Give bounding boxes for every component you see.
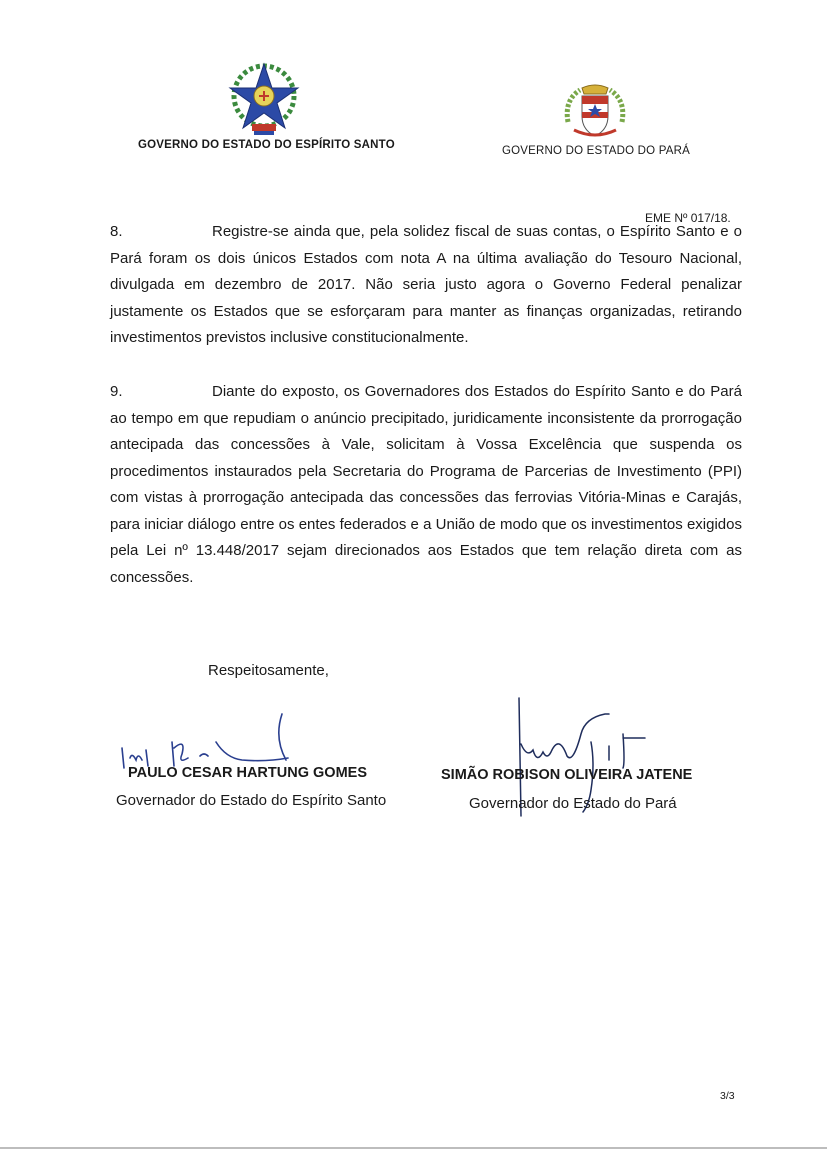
signatory-role: Governador do Estado do Espírito Santo	[116, 792, 387, 809]
espirito-santo-coat-of-arms-icon	[226, 58, 302, 138]
paragraph-9	[110, 379, 742, 591]
signatory-role: Governador do Estado do Pará	[469, 795, 677, 812]
paragraph-number: 8.	[110, 223, 123, 240]
espirito-santo-government-label: GOVERNO DO ESTADO DO ESPÍRITO SANTO	[138, 139, 395, 151]
para-coat-of-arms-icon	[560, 82, 630, 142]
paragraph-text: Registre-se ainda que, pela solidez fiscal de suas contas, o Espírito Santo e o Pará foram os dois únicos Estados com nota A na última avaliação do Tesouro Nacional, divulgada em dezembro de 2017. Não seria justo agora o Governo Federal penalizar justamente os Estados que se esforçaram para manter as finanças organizadas, retirando investimentos previstos inclusive constitucionalmente.	[110, 223, 742, 346]
closing-salutation: Respeitosamente,	[208, 662, 329, 679]
signatory-name: PAULO CESAR HARTUNG GOMES	[128, 765, 367, 781]
page-bottom-divider	[0, 1147, 827, 1149]
paragraph-8	[110, 219, 742, 352]
page-number: 3/3	[720, 1090, 735, 1102]
signatory-name: SIMÃO ROBISON OLIVEIRA JATENE	[441, 767, 693, 783]
para-government-label: GOVERNO DO ESTADO DO PARÁ	[502, 145, 690, 157]
document-reference: EME Nº 017/18.	[645, 211, 731, 225]
paragraph-number: 9.	[110, 383, 123, 400]
paragraph-text: Diante do exposto, os Governadores dos Estados do Espírito Santo e do Pará ao tempo em que repudiam o anúncio precipitado, juridicamente inconsistente da prorrogação antecipada das concessões à Vale, solicitam à Vossa Excelência que suspenda os procedimentos instaurados pela Secretaria do Programa de Parcerias de Investimento (PPI) com vistas à prorrogação antecipada das concessões das ferrovias Vitória-Minas e Carajás, para iniciar diálogo entre os entes federados e a União de modo que os investimentos exigidos pela Lei nº 13.448/2017 sejam direcionados aos Estados que tem relação direta com as concessões.	[110, 383, 742, 586]
